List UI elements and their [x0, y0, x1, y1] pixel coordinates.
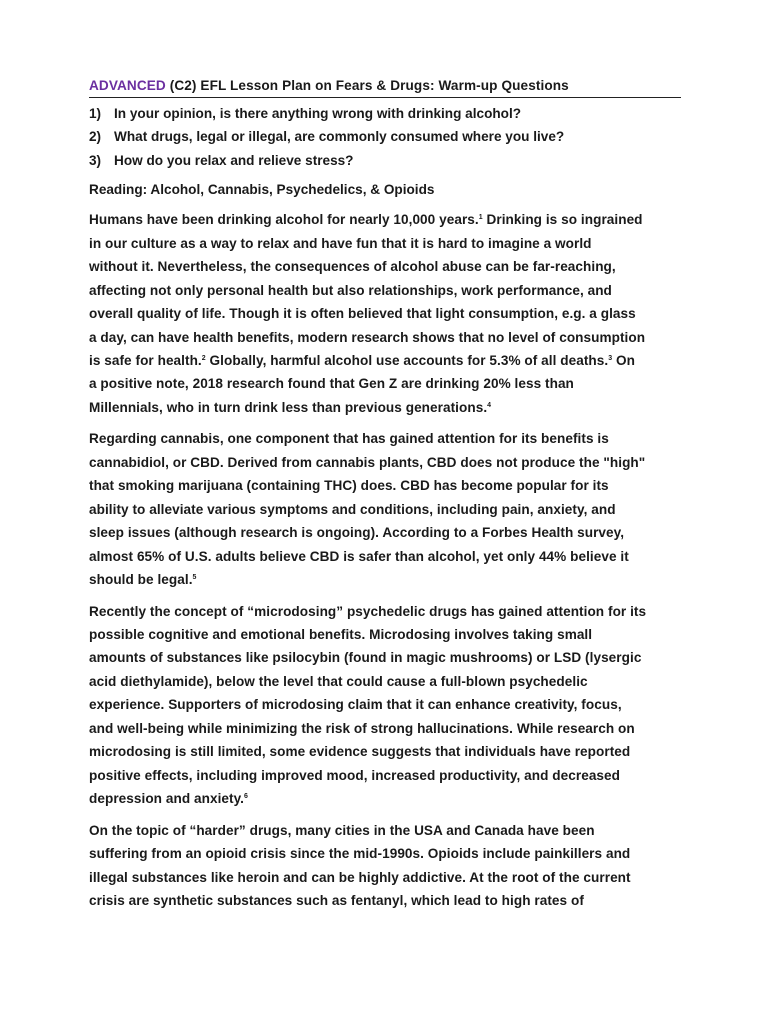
- footnote-ref: 5: [192, 574, 197, 582]
- text-run: is safe for health.: [89, 353, 202, 369]
- reading-heading: Reading: Alcohol, Cannabis, Psychedelics, & Opioids: [89, 181, 435, 197]
- footnote-ref: 3: [608, 355, 613, 363]
- text-line: and well-being while minimizing the risk of strong hallucinations. While research on: [89, 720, 635, 736]
- lesson-title: [89, 76, 681, 98]
- text-line: crisis are synthetic substances such as fentanyl, which lead to high rates of: [89, 892, 584, 908]
- footnote-ref: 1: [478, 214, 483, 222]
- text-line: a positive note, 2018 research found that Gen Z are drinking 20% less than: [89, 376, 574, 392]
- text-line: On the topic of “harder” drugs, many cities in the USA and Canada have been: [89, 822, 595, 838]
- question-number: 2): [89, 129, 102, 145]
- question-text: How do you relax and relieve stress?: [114, 152, 354, 168]
- text-line: microdosing is still limited, some evidence suggests that individuals have reported: [89, 744, 631, 760]
- question-item: [89, 149, 680, 172]
- footnote-ref: 2: [201, 355, 206, 363]
- text-run: Globally, harmful alcohol use accounts for 5.3% of all deaths.: [205, 353, 609, 369]
- text-line: Regarding cannabis, one component that has gained attention for its benefits is: [89, 431, 609, 447]
- question-text: In your opinion, is there anything wrong with drinking alcohol?: [114, 106, 522, 121]
- text-line: in our culture as a way to relax and have fun that it is hard to imagine a world: [89, 235, 592, 251]
- text-line: illegal substances like heroin and can be highly addictive. At the root of the current: [89, 869, 631, 885]
- paragraph-cannabis: [89, 427, 679, 591]
- text-line: experience. Supporters of microdosing claim that it can enhance creativity, focus,: [89, 697, 622, 713]
- paragraph-microdosing: [89, 600, 679, 811]
- text-line: Recently the concept of “microdosing” psychedelic drugs has gained attention for its: [89, 603, 647, 619]
- text-line: without it. Nevertheless, the consequences of alcohol abuse can be far-reaching,: [89, 259, 616, 275]
- footnote-ref: 6: [244, 793, 248, 801]
- text-run: depression and anxiety.: [89, 791, 245, 807]
- question-item: [89, 102, 680, 125]
- text-line: ability to alleviate various symptoms and conditions, including pain, anxiety, and: [89, 501, 616, 517]
- text-line: cannabidiol, or CBD. Derived from cannabis plants, CBD does not produce the "high": [89, 454, 646, 470]
- text-line: a day, can have health benefits, modern research shows that no level of consumption: [89, 329, 646, 345]
- text-line: amounts of substances like psilocybin (found in magic mushrooms) or LSD (lysergic: [89, 650, 642, 666]
- text-line: that smoking marijuana (containing THC) does. CBD has become popular for its: [89, 478, 609, 494]
- text-line: affecting not only personal health but also relationships, work performance, and: [89, 282, 612, 298]
- text-run: On: [612, 353, 635, 369]
- warmup-questions: [89, 102, 680, 172]
- paragraph-opioids: [89, 819, 679, 913]
- text-line: acid diethylamide), below the level that could cause a full-blown psychedelic: [89, 673, 588, 689]
- level-label: ADVANCED: [89, 78, 166, 93]
- text-line: [89, 396, 679, 419]
- text-run: Humans have been drinking alcohol for nearly 10,000 years.: [89, 212, 479, 228]
- text-line: positive effects, including improved mood, increased productivity, and decreased: [89, 767, 621, 783]
- text-line: possible cognitive and emotional benefits. Microdosing involves taking small: [89, 627, 593, 642]
- text-line: sleep issues (although research is ongoing). According to a Forbes Health survey,: [89, 525, 625, 541]
- text-line: [89, 208, 679, 231]
- text-line: almost 65% of U.S. adults believe CBD is safer than alcohol, yet only 44% believe it: [89, 548, 629, 564]
- title-text: (C2) EFL Lesson Plan on Fears & Drugs: Warm-up Questions: [165, 78, 569, 93]
- text-line: [89, 568, 679, 591]
- text-line: overall quality of life. Though it is often believed that light consumption, e.g. a glass: [89, 306, 636, 322]
- text-run: Millennials, who in turn drink less than previous generations.: [89, 399, 488, 415]
- question-text: What drugs, legal or illegal, are commonly consumed where you live?: [114, 129, 565, 145]
- text-line: [89, 787, 679, 810]
- text-line: suffering from an opioid crisis since the mid-1990s. Opioids include painkillers and: [89, 846, 631, 862]
- question-number: 3): [89, 152, 102, 168]
- text-line: [89, 349, 679, 372]
- text-run: Drinking is so ingrained: [482, 212, 643, 228]
- footnote-ref: 4: [487, 401, 492, 409]
- question-item: [89, 125, 680, 148]
- question-number: 1): [89, 106, 102, 121]
- paragraph-alcohol: [89, 208, 679, 419]
- text-run: should be legal.: [89, 572, 193, 588]
